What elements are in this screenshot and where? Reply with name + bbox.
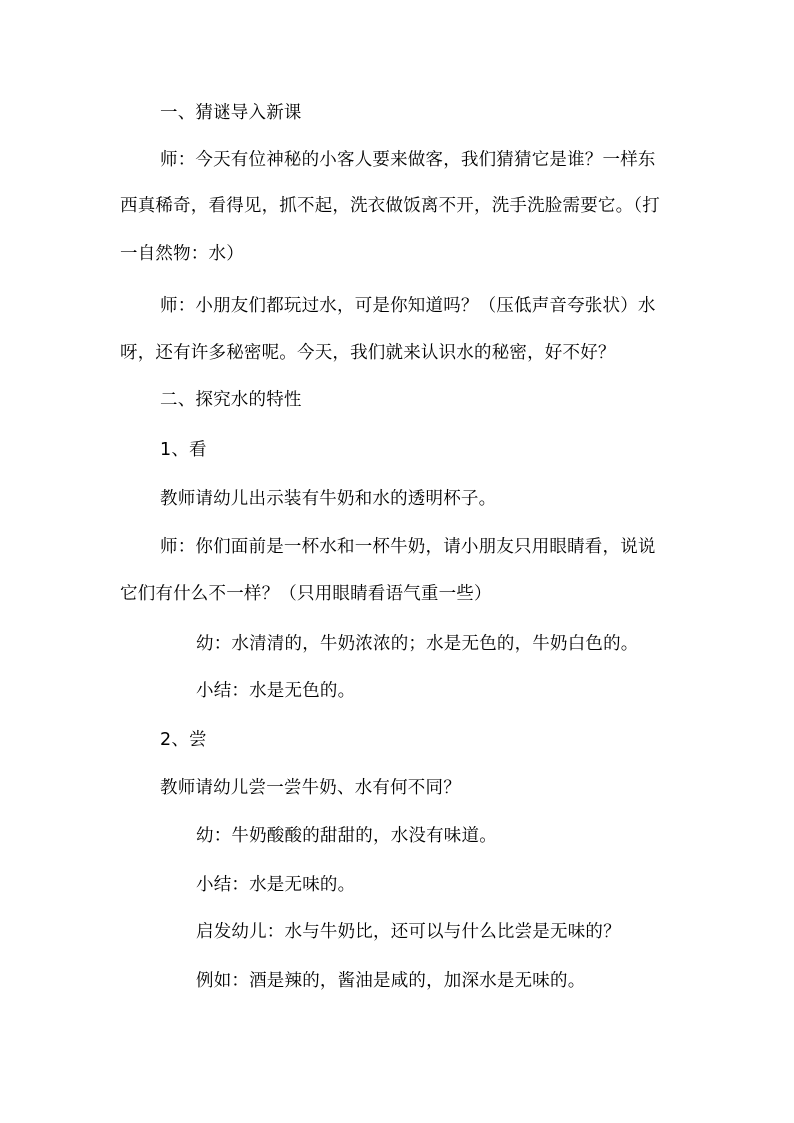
paragraph-line: 师：你们面前是一杯水和一杯牛奶，请小朋友只用眼睛看，说说 [160, 537, 656, 557]
subheading-taste: 2、尝 [160, 730, 207, 750]
paragraph-line: 教师请幼儿尝一尝牛奶、水有何不同？ [160, 778, 461, 798]
paragraph-line: 幼：水清清的，牛奶浓浓的；水是无色的，牛奶白色的。 [196, 634, 639, 654]
paragraph-line: 西真稀奇，看得见，抓不起，洗衣做饭离不开，洗手洗脸需要它。（打 [120, 196, 660, 216]
paragraph-line: 师：小朋友们都玩过水，可是你知道吗？（压低声音夸张状）水 [160, 296, 656, 316]
summary-line: 小结：水是无味的。 [196, 875, 356, 895]
paragraph-line: 幼：牛奶酸酸的甜甜的，水没有味道。 [196, 826, 497, 846]
paragraph-line: 呀，还有许多秘密呢。今天，我们就来认识水的秘密，好不好？ [120, 343, 616, 363]
paragraph-line: 教师请幼儿出示装有牛奶和水的透明杯子。 [160, 489, 497, 509]
summary-line: 小结：水是无色的。 [196, 681, 356, 701]
subheading-look: 1、看 [160, 440, 207, 460]
section-heading-intro: 一、猜谜导入新课 [160, 103, 302, 123]
paragraph-line: 一自然物：水） [120, 244, 244, 264]
paragraph-line: 它们有什么不一样？（只用眼睛看语气重一些） [120, 584, 492, 604]
paragraph-line: 例如：酒是辣的，酱油是咸的，加深水是无味的。 [196, 971, 586, 991]
paragraph-line: 师：今天有位神秘的小客人要来做客，我们猜猜它是谁？一样东 [160, 150, 656, 170]
paragraph-line: 启发幼儿：水与牛奶比，还可以与什么比尝是无味的？ [196, 922, 621, 942]
section-heading-explore: 二、探究水的特性 [160, 390, 302, 410]
